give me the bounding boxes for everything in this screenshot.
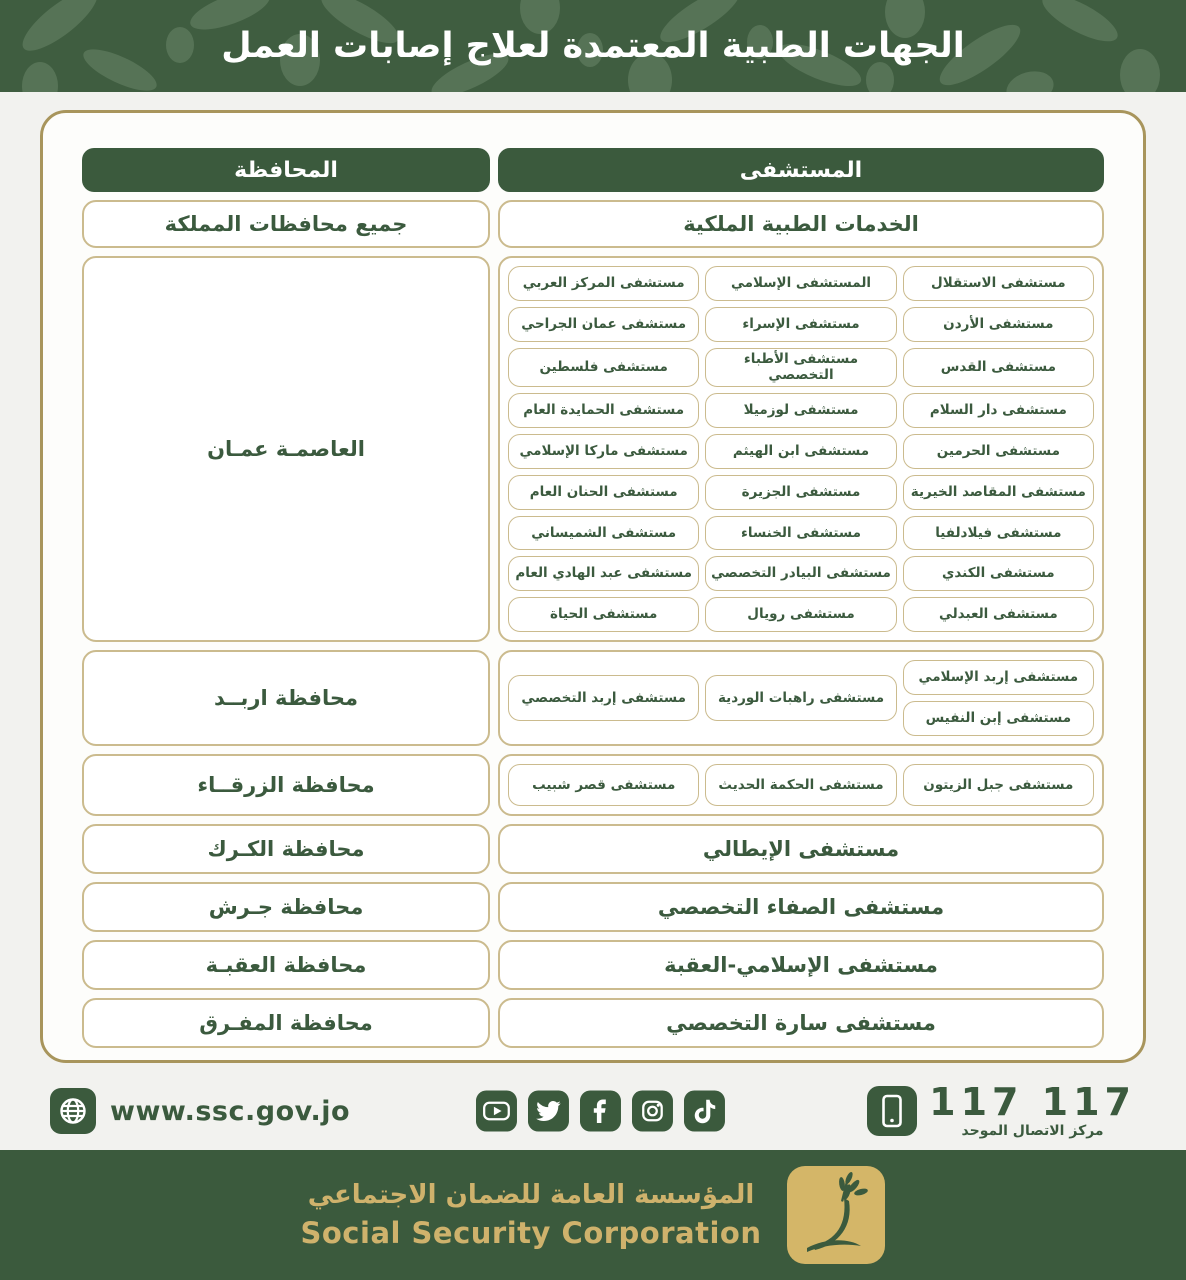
hospital-cell: مستشفى ماركا الإسلامي [508,434,699,469]
table-row-mafraq [82,998,1104,1048]
hospital-cell: مستشفى الإسلامي-العقبة [498,940,1104,990]
table-row-aqaba [82,940,1104,990]
hospital-cell: مستشفى الشميساني [508,516,699,551]
hospital-cell: مستشفى العبدلي [903,597,1094,632]
hospital-cell: مستشفى الحرمين [903,434,1094,469]
table-header-row [82,148,1104,192]
irbid-hospital-grid [508,660,1094,736]
hospital-cell: مستشفى الحمايدة العام [508,393,699,428]
governorate-cell: محافظة الكـرك [82,824,490,874]
hospital-cell: مستشفى الأردن [903,307,1094,342]
table-row-amman [82,256,1104,642]
hospital-cell: مستشفى إبن النفيس [903,701,1094,736]
hospital-cell: الخدمات الطبية الملكية [498,200,1104,248]
governorate-cell: العاصمـة عمـان [82,256,490,642]
instagram-icon[interactable] [632,1091,673,1132]
facebook-icon[interactable] [580,1091,621,1132]
hospital-cell: مستشفى الأطباء التخصصي [705,348,896,388]
table-row-irbid [82,650,1104,746]
column-header-governorate: المحافظة [82,148,490,192]
hospital-cell: مستشفى راهبات الوردية [705,675,896,721]
hospital-cell: مستشفى رويال [705,597,896,632]
hospital-cell: مستشفى جبل الزيتون [903,764,1094,806]
main-panel [40,110,1146,1063]
hospital-cell: مستشفى قصر شبيب [508,764,699,806]
call-center-block[interactable] [867,1080,1136,1139]
column-header-hospital: المستشفى [498,148,1104,192]
table-row-karak [82,824,1104,874]
hospital-cell: مستشفى الإسراء [705,307,896,342]
hospital-cell: مستشفى فيلادلفيا [903,516,1094,551]
brand-name-english: Social Security Corporation [300,1216,762,1250]
governorate-cell: محافظة العقبـة [82,940,490,990]
hospital-cell: مستشفى المركز العربي [508,266,699,301]
hospital-cell: مستشفى الحنان العام [508,475,699,510]
hospital-cell: مستشفى الحياة [508,597,699,632]
hospital-cell: مستشفى المقاصد الخيرية [903,475,1094,510]
hospital-cell: مستشفى الجزيرة [705,475,896,510]
phone-number: 117 117 [929,1080,1136,1124]
hospital-cell: مستشفى الحكمة الحديث [705,764,896,806]
table-row-royal [82,200,1104,248]
hospital-cell: مستشفى فلسطين [508,348,699,388]
hospital-cell: مستشفى عمان الجراحي [508,307,699,342]
hospital-cell: مستشفى إربد التخصصي [508,675,699,721]
hospital-cell: مستشفى سارة التخصصي [498,998,1104,1048]
website-url[interactable]: www.ssc.gov.jo [110,1095,351,1127]
website-link[interactable] [50,1088,350,1134]
hospital-cell: مستشفى القدس [903,348,1094,388]
hospital-cell: مستشفى لوزميلا [705,393,896,428]
hospitals-table [82,148,1104,1048]
governorate-cell: محافظة الزرقــاء [82,754,490,816]
governorate-cell: محافظة المفـرق [82,998,490,1048]
governorate-cell: محافظة جـرش [82,882,490,932]
zarqa-hospitals-container [498,754,1104,816]
social-icons [476,1091,725,1132]
hospital-cell: مستشفى دار السلام [903,393,1094,428]
hospital-cell: مستشفى الصفاء التخصصي [498,882,1104,932]
governorate-cell: محافظة اربــد [82,650,490,746]
youtube-icon[interactable] [476,1091,517,1132]
hospital-cell: المستشفى الإسلامي [705,266,896,301]
page-title: الجهات الطبية المعتمدة لعلاج إصابات العمل [221,26,965,66]
hospital-cell: مستشفى الاستقلال [903,266,1094,301]
twitter-icon[interactable] [528,1091,569,1132]
irbid-hospitals-container [498,650,1104,746]
brand-footer [0,1150,1186,1280]
irbid-stacked-cells [903,660,1094,736]
globe-icon [50,1088,96,1134]
zarqa-hospital-grid [508,764,1094,806]
brand-name-arabic: المؤسسة العامة للضمان الاجتماعي [307,1180,755,1210]
hospital-cell: مستشفى الإيطالي [498,824,1104,874]
hospital-cell: مستشفى البيادر التخصصي [705,556,896,591]
amman-hospitals-container [498,256,1104,642]
table-row-jerash [82,882,1104,932]
hospital-cell: مستشفى الكندي [903,556,1094,591]
hospital-cell: مستشفى الخنساء [705,516,896,551]
hospital-cell: مستشفى إربد الإسلامي [903,660,1094,695]
phone-icon [867,1086,917,1136]
table-row-zarqa [82,754,1104,816]
amman-hospital-grid [508,266,1094,632]
governorate-cell: جميع محافظات المملكة [82,200,490,248]
phone-label: مركز الاتصال الموحد [961,1123,1104,1139]
hospital-cell: مستشفى عبد الهادي العام [508,556,699,591]
tiktok-icon[interactable] [684,1091,725,1132]
hospital-cell: مستشفى ابن الهيثم [705,434,896,469]
header-banner [0,0,1186,92]
contact-strip [0,1078,1186,1144]
ssc-logo [787,1166,885,1264]
